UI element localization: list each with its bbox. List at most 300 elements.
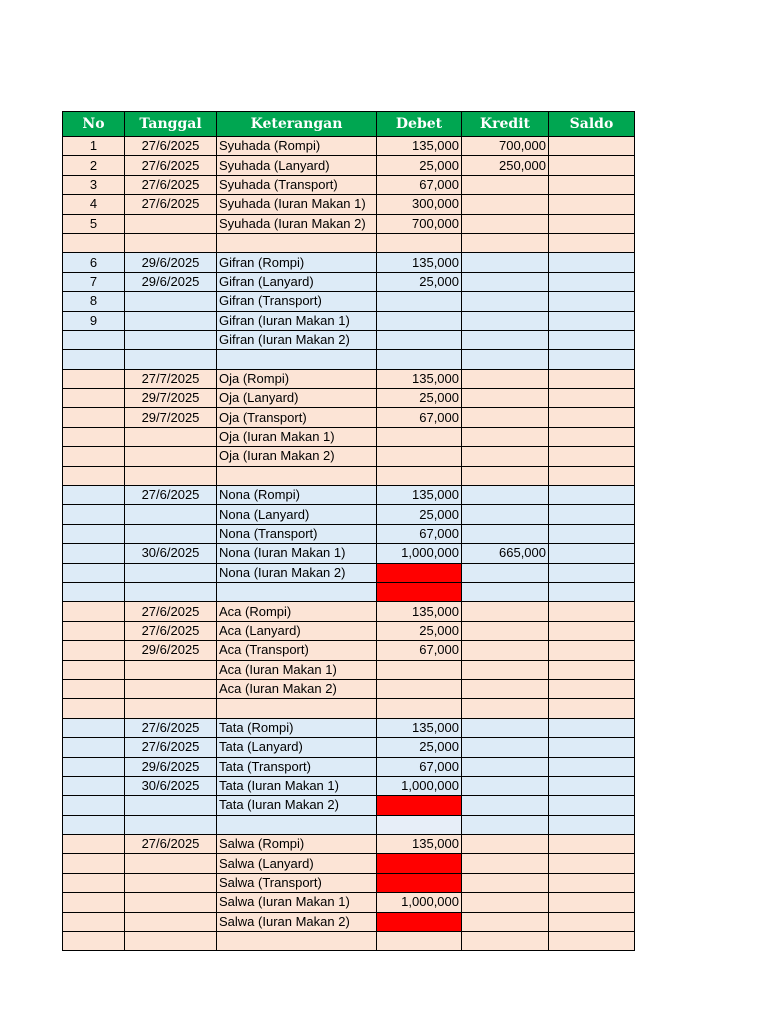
cell-no[interactable] [63,466,125,485]
cell-no[interactable]: 3 [63,175,125,194]
cell-tanggal[interactable]: 27/6/2025 [125,156,217,175]
cell-keterangan[interactable]: Tata (Rompi) [217,718,377,737]
cell-saldo[interactable] [549,233,635,252]
ledger-table [62,111,635,951]
cell-keterangan[interactable]: Oja (Transport) [217,408,377,427]
cell-debet[interactable] [377,932,462,951]
cell-saldo[interactable] [549,757,635,776]
cell-saldo[interactable] [549,156,635,175]
table-row [63,311,635,330]
cell-keterangan[interactable]: Tata (Lanyard) [217,738,377,757]
cell-keterangan[interactable] [217,932,377,951]
cell-saldo[interactable] [549,582,635,601]
cell-no[interactable] [63,408,125,427]
cell-saldo[interactable] [549,524,635,543]
cell-kredit[interactable] [462,582,549,601]
cell-keterangan[interactable] [217,699,377,718]
cell-saldo[interactable] [549,699,635,718]
table-row [63,486,635,505]
table-row [63,292,635,311]
cell-saldo[interactable] [549,796,635,815]
table-row [63,524,635,543]
table-row [63,893,635,912]
cell-keterangan[interactable]: Gifran (Lanyard) [217,272,377,291]
cell-keterangan[interactable]: Salwa (Iuran Makan 1) [217,893,377,912]
cell-saldo[interactable] [549,679,635,698]
cell-keterangan[interactable]: Aca (Rompi) [217,602,377,621]
cell-saldo[interactable] [549,776,635,795]
cell-kredit[interactable] [462,330,549,349]
header-keterangan[interactable]: Keterangan [217,112,377,137]
cell-tanggal[interactable]: 27/6/2025 [125,602,217,621]
cell-saldo[interactable] [549,427,635,446]
cell-kredit[interactable] [462,195,549,214]
cell-debet[interactable] [377,330,462,349]
cell-debet[interactable]: 67,000 [377,175,462,194]
cell-no[interactable] [63,621,125,640]
cell-keterangan[interactable]: Salwa (Lanyard) [217,854,377,873]
cell-no[interactable] [63,854,125,873]
cell-saldo[interactable] [549,873,635,892]
table-row [63,214,635,233]
cell-kredit[interactable] [462,776,549,795]
cell-kredit[interactable] [462,427,549,446]
cell-tanggal[interactable] [125,932,217,951]
cell-debet[interactable]: 135,000 [377,718,462,737]
cell-kredit[interactable] [462,660,549,679]
cell-saldo[interactable] [549,893,635,912]
cell-kredit[interactable] [462,253,549,272]
cell-tanggal[interactable]: 29/6/2025 [125,272,217,291]
cell-saldo[interactable] [549,854,635,873]
cell-kredit[interactable] [462,292,549,311]
table-row [63,776,635,795]
table-row [63,447,635,466]
cell-keterangan[interactable]: Gifran (Transport) [217,292,377,311]
cell-no[interactable] [63,563,125,582]
header-debet[interactable]: Debet [377,112,462,137]
cell-keterangan[interactable]: Nona (Rompi) [217,486,377,505]
cell-saldo[interactable] [549,195,635,214]
table-row [63,873,635,892]
cell-kredit[interactable] [462,408,549,427]
cell-tanggal[interactable]: 29/7/2025 [125,389,217,408]
cell-kredit[interactable] [462,389,549,408]
table-row [63,699,635,718]
cell-no[interactable] [63,796,125,815]
table-row [63,156,635,175]
table-row [63,233,635,252]
cell-keterangan[interactable]: Salwa (Transport) [217,873,377,892]
cell-debet[interactable] [377,815,462,834]
header-tanggal[interactable]: Tanggal [125,112,217,137]
table-body [63,137,635,951]
cell-kredit[interactable]: 700,000 [462,137,549,156]
table-row [63,835,635,854]
cell-keterangan[interactable]: Syuhada (Iuran Makan 2) [217,214,377,233]
cell-tanggal[interactable] [125,582,217,601]
cell-saldo[interactable] [549,253,635,272]
cell-keterangan[interactable]: Nona (Lanyard) [217,505,377,524]
cell-keterangan[interactable]: Nona (Iuran Makan 2) [217,563,377,582]
cell-kredit[interactable] [462,486,549,505]
cell-tanggal[interactable] [125,427,217,446]
table-row [63,815,635,834]
cell-tanggal[interactable] [125,796,217,815]
cell-no[interactable] [63,641,125,660]
cell-keterangan[interactable]: Gifran (Rompi) [217,253,377,272]
cell-kredit[interactable] [462,621,549,640]
cell-debet[interactable] [377,311,462,330]
cell-kredit[interactable] [462,214,549,233]
cell-debet[interactable] [377,466,462,485]
cell-keterangan[interactable]: Tata (Iuran Makan 1) [217,776,377,795]
cell-tanggal[interactable] [125,292,217,311]
cell-kredit[interactable] [462,233,549,252]
cell-debet[interactable]: 67,000 [377,641,462,660]
header-no[interactable]: No [63,112,125,137]
cell-no[interactable] [63,544,125,563]
cell-no[interactable] [63,660,125,679]
cell-debet[interactable] [377,699,462,718]
cell-tanggal[interactable]: 27/6/2025 [125,486,217,505]
cell-no[interactable]: 6 [63,253,125,272]
cell-keterangan[interactable]: Syuhada (Transport) [217,175,377,194]
cell-tanggal[interactable] [125,505,217,524]
cell-no[interactable] [63,582,125,601]
cell-tanggal[interactable] [125,912,217,931]
table-row [63,602,635,621]
cell-saldo[interactable] [549,369,635,388]
cell-saldo[interactable] [549,350,635,369]
cell-kredit[interactable] [462,641,549,660]
cell-no[interactable] [63,505,125,524]
cell-debet[interactable] [377,912,462,931]
cell-debet[interactable]: 135,000 [377,253,462,272]
cell-debet[interactable]: 67,000 [377,757,462,776]
cell-tanggal[interactable] [125,699,217,718]
cell-saldo[interactable] [549,718,635,737]
cell-kredit[interactable] [462,854,549,873]
cell-tanggal[interactable]: 30/6/2025 [125,776,217,795]
table-row [63,854,635,873]
table-row [63,679,635,698]
cell-kredit[interactable] [462,505,549,524]
cell-debet[interactable] [377,854,462,873]
cell-saldo[interactable] [549,311,635,330]
cell-saldo[interactable] [549,137,635,156]
cell-tanggal[interactable] [125,311,217,330]
cell-keterangan[interactable]: Aca (Iuran Makan 1) [217,660,377,679]
cell-no[interactable] [63,699,125,718]
cell-saldo[interactable] [549,447,635,466]
cell-keterangan[interactable]: Aca (Iuran Makan 2) [217,679,377,698]
cell-keterangan[interactable] [217,350,377,369]
cell-no[interactable] [63,447,125,466]
cell-tanggal[interactable] [125,330,217,349]
cell-kredit[interactable] [462,718,549,737]
cell-no[interactable]: 2 [63,156,125,175]
cell-saldo[interactable] [549,214,635,233]
table-row [63,408,635,427]
cell-no[interactable]: 7 [63,272,125,291]
cell-debet[interactable]: 25,000 [377,156,462,175]
cell-no[interactable] [63,912,125,931]
cell-kredit[interactable] [462,524,549,543]
header-saldo[interactable]: Saldo [549,112,635,137]
cell-no[interactable] [63,738,125,757]
cell-keterangan[interactable]: Syuhada (Iuran Makan 1) [217,195,377,214]
cell-saldo[interactable] [549,660,635,679]
cell-kredit[interactable] [462,757,549,776]
cell-kredit[interactable] [462,699,549,718]
cell-saldo[interactable] [549,835,635,854]
cell-debet[interactable]: 300,000 [377,195,462,214]
cell-tanggal[interactable]: 27/6/2025 [125,835,217,854]
cell-tanggal[interactable]: 29/6/2025 [125,757,217,776]
cell-debet[interactable]: 135,000 [377,835,462,854]
cell-no[interactable] [63,427,125,446]
cell-tanggal[interactable] [125,466,217,485]
cell-debet[interactable]: 700,000 [377,214,462,233]
cell-debet[interactable] [377,873,462,892]
cell-saldo[interactable] [549,912,635,931]
cell-saldo[interactable] [549,408,635,427]
table-row [63,796,635,815]
cell-keterangan[interactable]: Gifran (Iuran Makan 2) [217,330,377,349]
cell-no[interactable] [63,932,125,951]
cell-kredit[interactable]: 250,000 [462,156,549,175]
cell-keterangan[interactable]: Aca (Transport) [217,641,377,660]
cell-saldo[interactable] [549,505,635,524]
cell-kredit[interactable] [462,912,549,931]
cell-saldo[interactable] [549,330,635,349]
table-row [63,932,635,951]
cell-kredit[interactable] [462,835,549,854]
cell-tanggal[interactable] [125,214,217,233]
cell-keterangan[interactable]: Salwa (Rompi) [217,835,377,854]
header-kredit[interactable]: Kredit [462,112,549,137]
cell-keterangan[interactable]: Syuhada (Rompi) [217,137,377,156]
cell-debet[interactable]: 135,000 [377,486,462,505]
cell-no[interactable] [63,815,125,834]
cell-debet[interactable]: 1,000,000 [377,776,462,795]
table-row [63,544,635,563]
cell-kredit[interactable] [462,893,549,912]
cell-no[interactable] [63,893,125,912]
cell-keterangan[interactable]: Oja (Rompi) [217,369,377,388]
cell-saldo[interactable] [549,932,635,951]
cell-tanggal[interactable] [125,679,217,698]
cell-kredit[interactable] [462,602,549,621]
table-row [63,582,635,601]
cell-debet[interactable]: 25,000 [377,738,462,757]
cell-no[interactable] [63,389,125,408]
cell-saldo[interactable] [549,621,635,640]
cell-tanggal[interactable] [125,350,217,369]
cell-tanggal[interactable] [125,873,217,892]
table-row [63,253,635,272]
cell-debet[interactable] [377,679,462,698]
cell-saldo[interactable] [549,641,635,660]
cell-no[interactable] [63,369,125,388]
cell-no[interactable] [63,350,125,369]
header-row [63,112,635,137]
cell-saldo[interactable] [549,272,635,291]
cell-kredit[interactable] [462,175,549,194]
cell-kredit[interactable] [462,563,549,582]
cell-debet[interactable]: 1,000,000 [377,544,462,563]
cell-kredit[interactable] [462,272,549,291]
cell-no[interactable]: 4 [63,195,125,214]
cell-keterangan[interactable]: Oja (Lanyard) [217,389,377,408]
cell-saldo[interactable] [549,544,635,563]
cell-no[interactable] [63,873,125,892]
table-row [63,738,635,757]
cell-tanggal[interactable] [125,660,217,679]
cell-debet[interactable] [377,582,462,601]
cell-tanggal[interactable] [125,893,217,912]
table-row [63,505,635,524]
cell-keterangan[interactable]: Nona (Iuran Makan 1) [217,544,377,563]
cell-kredit[interactable] [462,350,549,369]
cell-tanggal[interactable] [125,563,217,582]
cell-tanggal[interactable]: 27/7/2025 [125,369,217,388]
table-row [63,389,635,408]
cell-no[interactable]: 9 [63,311,125,330]
cell-tanggal[interactable]: 29/6/2025 [125,641,217,660]
cell-no[interactable] [63,757,125,776]
cell-keterangan[interactable]: Tata (Transport) [217,757,377,776]
cell-kredit[interactable] [462,466,549,485]
cell-no[interactable]: 1 [63,137,125,156]
cell-debet[interactable] [377,350,462,369]
cell-saldo[interactable] [549,738,635,757]
table-row [63,175,635,194]
cell-no[interactable] [63,486,125,505]
cell-saldo[interactable] [549,563,635,582]
cell-saldo[interactable] [549,815,635,834]
cell-keterangan[interactable]: Gifran (Iuran Makan 1) [217,311,377,330]
cell-debet[interactable]: 25,000 [377,505,462,524]
cell-debet[interactable] [377,233,462,252]
cell-debet[interactable] [377,292,462,311]
cell-debet[interactable]: 25,000 [377,272,462,291]
cell-debet[interactable] [377,447,462,466]
cell-kredit[interactable] [462,311,549,330]
cell-kredit[interactable] [462,932,549,951]
cell-tanggal[interactable]: 27/6/2025 [125,195,217,214]
table-row [63,563,635,582]
cell-debet[interactable]: 67,000 [377,524,462,543]
cell-saldo[interactable] [549,292,635,311]
cell-tanggal[interactable]: 27/6/2025 [125,621,217,640]
cell-tanggal[interactable]: 29/6/2025 [125,253,217,272]
cell-kredit[interactable] [462,815,549,834]
table-row [63,466,635,485]
cell-no[interactable]: 8 [63,292,125,311]
cell-tanggal[interactable]: 27/6/2025 [125,137,217,156]
cell-no[interactable] [63,330,125,349]
cell-no[interactable] [63,524,125,543]
cell-no[interactable] [63,835,125,854]
cell-kredit[interactable]: 665,000 [462,544,549,563]
cell-keterangan[interactable]: Salwa (Iuran Makan 2) [217,912,377,931]
table-row [63,195,635,214]
cell-tanggal[interactable] [125,815,217,834]
cell-tanggal[interactable] [125,854,217,873]
cell-tanggal[interactable]: 30/6/2025 [125,544,217,563]
cell-tanggal[interactable]: 29/7/2025 [125,408,217,427]
table-row [63,641,635,660]
cell-debet[interactable] [377,796,462,815]
cell-saldo[interactable] [549,389,635,408]
table-row [63,757,635,776]
cell-no[interactable] [63,679,125,698]
cell-kredit[interactable] [462,873,549,892]
table-row [63,272,635,291]
cell-keterangan[interactable]: Tata (Iuran Makan 2) [217,796,377,815]
cell-keterangan[interactable]: Syuhada (Lanyard) [217,156,377,175]
cell-keterangan[interactable]: Aca (Lanyard) [217,621,377,640]
cell-saldo[interactable] [549,175,635,194]
cell-tanggal[interactable]: 27/6/2025 [125,738,217,757]
cell-keterangan[interactable] [217,582,377,601]
cell-no[interactable] [63,776,125,795]
cell-debet[interactable] [377,563,462,582]
cell-keterangan[interactable]: Nona (Transport) [217,524,377,543]
cell-debet[interactable]: 67,000 [377,408,462,427]
cell-no[interactable] [63,718,125,737]
cell-no[interactable] [63,602,125,621]
cell-tanggal[interactable] [125,233,217,252]
cell-saldo[interactable] [549,486,635,505]
cell-saldo[interactable] [549,602,635,621]
table-row [63,912,635,931]
cell-saldo[interactable] [549,466,635,485]
cell-tanggal[interactable]: 27/6/2025 [125,718,217,737]
cell-debet[interactable] [377,660,462,679]
cell-kredit[interactable] [462,679,549,698]
cell-kredit[interactable] [462,369,549,388]
cell-tanggal[interactable]: 27/6/2025 [125,175,217,194]
cell-no[interactable] [63,233,125,252]
cell-keterangan[interactable]: Oja (Iuran Makan 1) [217,427,377,446]
cell-tanggal[interactable] [125,447,217,466]
cell-tanggal[interactable] [125,524,217,543]
cell-debet[interactable]: 135,000 [377,137,462,156]
cell-debet[interactable]: 1,000,000 [377,893,462,912]
cell-keterangan[interactable] [217,233,377,252]
cell-debet[interactable]: 135,000 [377,369,462,388]
cell-debet[interactable]: 25,000 [377,621,462,640]
table-row [63,660,635,679]
table-row [63,718,635,737]
table-row [63,621,635,640]
cell-debet[interactable]: 135,000 [377,602,462,621]
cell-kredit[interactable] [462,796,549,815]
table-row [63,369,635,388]
cell-keterangan[interactable] [217,466,377,485]
cell-debet[interactable] [377,427,462,446]
cell-keterangan[interactable]: Oja (Iuran Makan 2) [217,447,377,466]
cell-kredit[interactable] [462,447,549,466]
cell-debet[interactable]: 25,000 [377,389,462,408]
table-row [63,330,635,349]
cell-kredit[interactable] [462,738,549,757]
cell-no[interactable]: 5 [63,214,125,233]
cell-keterangan[interactable] [217,815,377,834]
